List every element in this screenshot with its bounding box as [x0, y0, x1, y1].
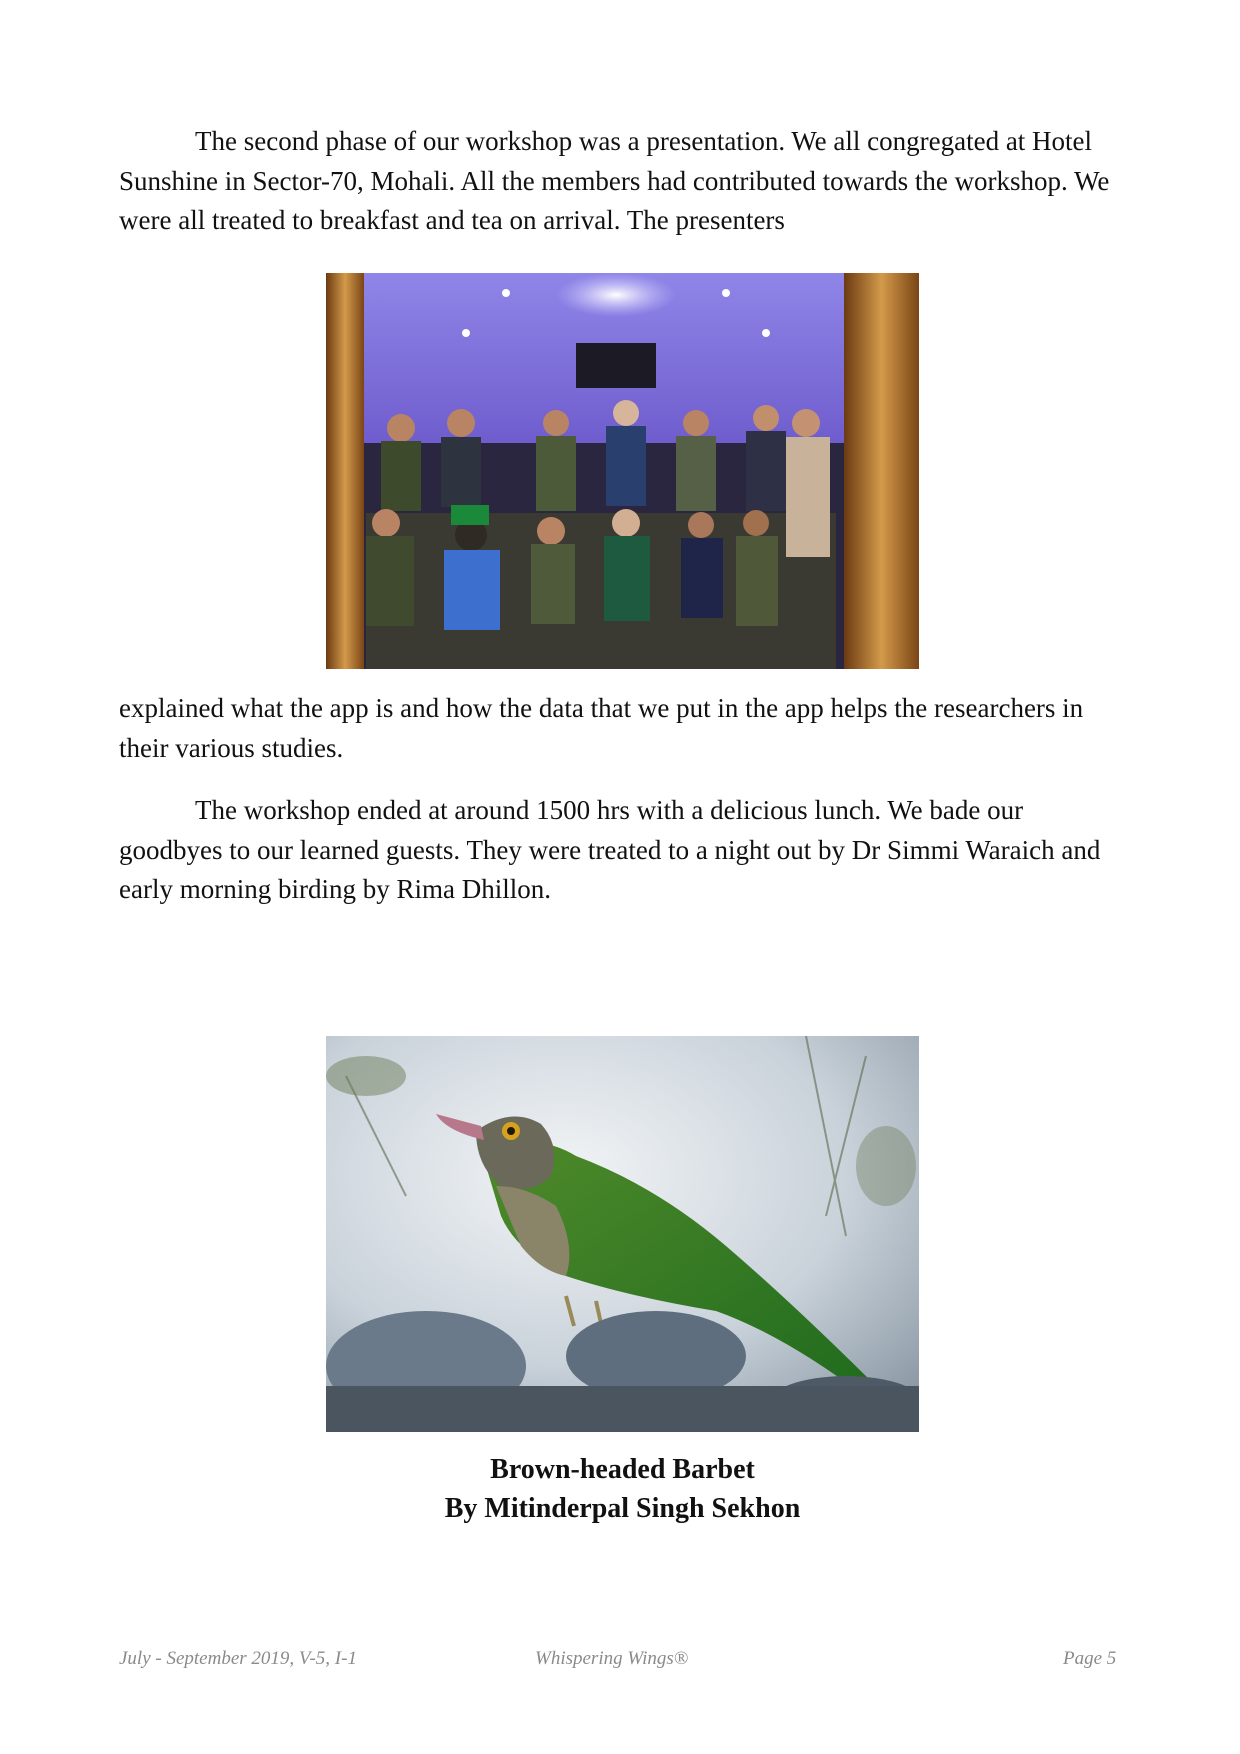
bird-photo: [326, 1036, 919, 1432]
paragraph-text: explained what the app is and how the data that we put in the app helps the researchers in their various studies.: [119, 693, 1084, 763]
footer-issue-date: July - September 2019, V-5, I-1: [119, 1648, 357, 1669]
paragraph-presenters-explained: [119, 689, 1119, 768]
group-photo: [326, 273, 919, 669]
footer-page-number: Page 5: [1063, 1648, 1117, 1669]
paragraph-text: The workshop ended at around 1500 hrs with a delicious lunch. We bade our goodbyes to our learned guests. They were treated to a night out by Dr Simmi Waraich and early morning birding by Rima Dhillon.: [119, 795, 1101, 904]
footer-publication-name: Whispering Wings®: [535, 1648, 689, 1669]
photo-caption-title: Brown-headed Barbet: [490, 1454, 755, 1485]
paragraph-text: The second phase of our workshop was a presentation. We all congregated at Hotel Sunshine in Sector-70, Mohali. All the members had contributed towards the workshop. We were all treated to breakfast and tea on arrival. The presenters: [119, 126, 1110, 235]
paragraph-workshop-presentation: [119, 122, 1119, 241]
photo-caption-credit: By Mitinderpal Singh Sekhon: [444, 1493, 801, 1524]
paragraph-workshop-ending: [119, 791, 1119, 910]
